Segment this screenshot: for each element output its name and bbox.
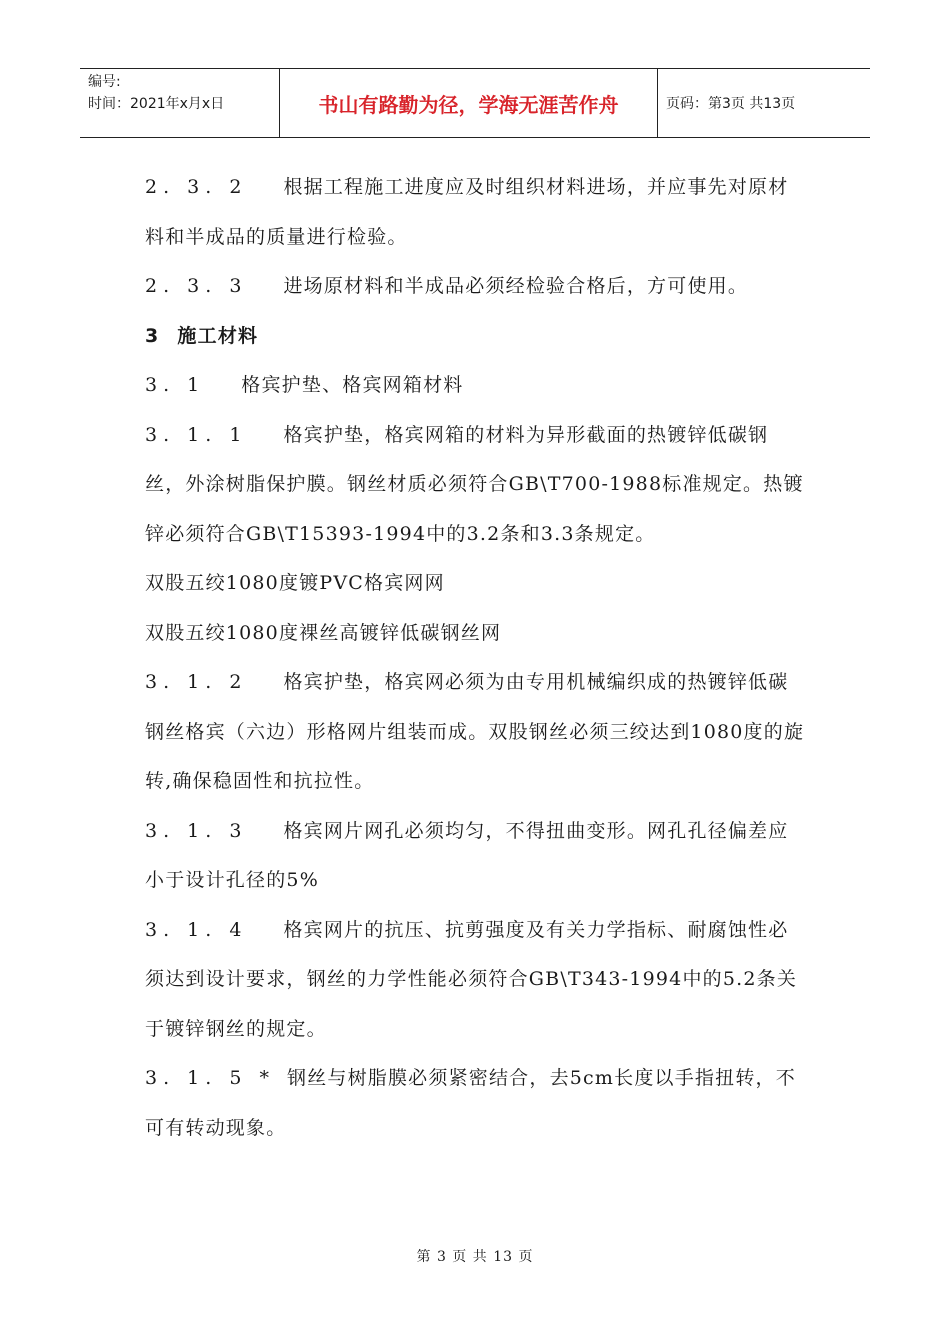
paragraph-text: 格宾护垫，格宾网箱的材料为异形截面的热镀锌低碳钢丝，外涂树脂保护膜。钢丝材质必须符合GB\T700-1988标准规定。热镀锌必须符合GB\T15393-1994中的3.2条和3.3条规定。 bbox=[145, 423, 804, 545]
paragraph-3-1-2 bbox=[145, 658, 805, 807]
document-number-label: 编号: bbox=[88, 74, 121, 90]
paragraph-text: 双股五绞1080度裸丝高镀锌低碳钢丝网 bbox=[145, 621, 502, 644]
clause-number: 3. 1 bbox=[145, 374, 206, 396]
paragraph-text: 进场原材料和半成品必须经检验合格后，方可使用。 bbox=[283, 275, 749, 297]
paragraph-3-1-5 bbox=[145, 1054, 805, 1153]
paragraph-3-1-4 bbox=[145, 906, 805, 1055]
page-header bbox=[80, 68, 870, 138]
section-title: 施工材料 bbox=[177, 324, 259, 347]
document-body bbox=[145, 163, 805, 1153]
header-motto: 书山有路勤为径，学海无涯苦作舟 bbox=[280, 69, 658, 137]
paragraph-3-1-3 bbox=[145, 807, 805, 906]
paragraph-text: 根据工程施工进度应及时组织材料进场，并应事先对原材料和半成品的质量进行检验。 bbox=[145, 176, 789, 248]
clause-number: 3. 1. 3 bbox=[145, 819, 248, 842]
subsection-heading-3-1 bbox=[145, 361, 805, 411]
paragraph-text: 格宾护垫，格宾网必须为由专用机械编织成的热镀锌低碳钢丝格宾（六边）形格网片组装而成。双股钢丝必须三绞达到1080度的旋转,确保稳固性和抗拉性。 bbox=[145, 671, 805, 792]
paragraph-pvc-mesh bbox=[145, 559, 805, 609]
document-date: 时间：2021年x月x日 bbox=[88, 96, 225, 112]
subsection-title: 格宾护垫、格宾网箱材料 bbox=[241, 374, 464, 396]
section-number: 3 bbox=[145, 324, 160, 347]
paragraph-text: 格宾网片的抗压、抗剪强度及有关力学指标、耐腐蚀性必须达到设计要求，钢丝的力学性能必须符合GB\T343-1994中的5.2条关于镀锌钢丝的规定。 bbox=[145, 918, 798, 1040]
paragraph-2-3-3 bbox=[145, 262, 805, 312]
paragraph-bare-wire-mesh bbox=[145, 609, 805, 659]
paragraph-text: 钢丝与树脂膜必须紧密结合，去5cm长度以手指扭转，不可有转动现象。 bbox=[145, 1067, 796, 1139]
header-meta bbox=[80, 69, 280, 137]
paragraph-text: 双股五绞1080度镀PVC格宾网网 bbox=[145, 572, 445, 594]
paragraph-2-3-2 bbox=[145, 163, 805, 262]
clause-number: 2. 3. 2 bbox=[145, 176, 248, 198]
clause-number: 3. 1. 2 bbox=[145, 671, 248, 693]
paragraph-text: 格宾网片网孔必须均匀，不得扭曲变形。网孔孔径偏差应小于设计孔径的5% bbox=[145, 819, 789, 891]
clause-number: 3. 1. 1 bbox=[145, 423, 248, 446]
clause-number: 2. 3. 3 bbox=[145, 275, 248, 297]
clause-number: 3. 1. 4 bbox=[145, 918, 248, 941]
section-heading-3 bbox=[145, 312, 805, 362]
header-page-info: 页码：第3页 共13页 bbox=[666, 96, 796, 112]
clause-number: 3. 1. 5 * bbox=[145, 1067, 275, 1089]
page-footer: 第 3 页 共 13 页 bbox=[416, 1249, 534, 1265]
paragraph-3-1-1 bbox=[145, 411, 805, 560]
